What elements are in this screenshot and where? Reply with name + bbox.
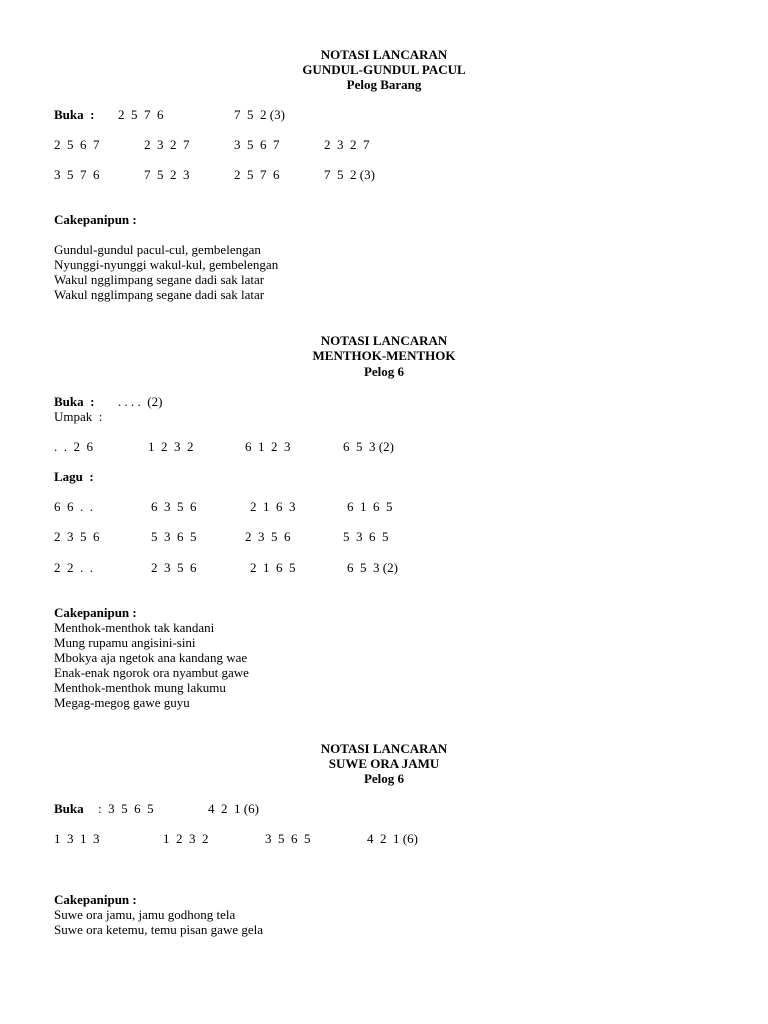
notation-cell: 3 5 6 5 — [265, 831, 311, 846]
notation-cell: 2 1 6 3 — [250, 499, 296, 514]
notation-cell: 5 3 6 5 — [343, 529, 389, 544]
buka-notation: 4 2 1 (6) — [208, 801, 259, 816]
lyric-line: Suwe ora jamu, jamu godhong tela — [54, 907, 236, 922]
buka-notation: 2 5 7 6 — [118, 107, 164, 122]
cakepan-label: Cakepanipun : — [54, 212, 137, 227]
lyric-line: Nyunggi-nyunggi wakul-kul, gembelengan — [54, 257, 279, 272]
notation-cell: 3 5 6 7 — [234, 137, 280, 152]
notation-cell: 2 5 7 6 — [234, 167, 280, 182]
lyric-line: Gundul-gundul pacul-cul, gembelengan — [54, 242, 261, 257]
notation-cell: 2 1 6 5 — [250, 560, 296, 575]
notation-cell: 6 3 5 6 — [151, 499, 197, 514]
lyric-line: Mbokya aja ngetok ana kandang wae — [54, 650, 248, 665]
notation-cell: 6 1 6 5 — [347, 499, 393, 514]
laras-label: Pelog Barang — [346, 77, 422, 92]
buka-label: Buka — [54, 801, 84, 816]
notation-cell: 4 2 1 (6) — [367, 831, 418, 846]
song-title: MENTHOK-MENTHOK — [312, 348, 456, 363]
lyric-line: Suwe ora ketemu, temu pisan gawe gela — [54, 922, 264, 937]
umpak-label: Umpak : — [54, 409, 103, 424]
notation-cell: 2 3 5 6 — [54, 529, 100, 544]
notation-cell: 1 3 1 3 — [54, 831, 100, 846]
notation-cell: 6 5 3 (2) — [347, 560, 398, 575]
song-title: SUWE ORA JAMU — [328, 756, 440, 771]
lyric-line: Menthok-menthok tak kandani — [54, 620, 215, 635]
lyric-line: Megag-megog gawe guyu — [54, 695, 190, 710]
notation-cell: 2 3 2 7 — [144, 137, 190, 152]
lyric-line: Menthok-menthok mung lakumu — [54, 680, 226, 695]
buka-label: Buka : — [54, 394, 95, 409]
lyric-line: Wakul ngglimpang segane dadi sak latar — [54, 272, 265, 287]
cakepan-label: Cakepanipun : — [54, 605, 137, 620]
notation-cell: 2 3 2 7 — [324, 137, 370, 152]
notation-cell: 7 5 2 3 — [144, 167, 190, 182]
laras-label: Pelog 6 — [363, 364, 405, 379]
buka-label: Buka : — [54, 107, 95, 122]
lyric-line: Wakul ngglimpang segane dadi sak latar — [54, 287, 265, 302]
section-title: NOTASI LANCARAN — [320, 333, 448, 348]
laras-label: Pelog 6 — [363, 771, 405, 786]
notation-cell: 2 5 6 7 — [54, 137, 100, 152]
notation-cell: . . 2 6 — [54, 439, 93, 454]
notation-cell: 1 2 3 2 — [163, 831, 209, 846]
notation-cell: 6 5 3 (2) — [343, 439, 394, 454]
lagu-label: Lagu : — [54, 469, 94, 484]
notation-cell: 6 6 . . — [54, 499, 93, 514]
buka-notation: 7 5 2 (3) — [234, 107, 285, 122]
notation-cell: 2 3 5 6 — [151, 560, 197, 575]
buka-notation: : 3 5 6 5 — [98, 801, 154, 816]
notation-cell: 5 3 6 5 — [151, 529, 197, 544]
notation-cell: 6 1 2 3 — [245, 439, 291, 454]
section-title: NOTASI LANCARAN — [320, 47, 448, 62]
notation-cell: 2 2 . . — [54, 560, 93, 575]
notation-cell: 1 2 3 2 — [148, 439, 194, 454]
notation-cell: 7 5 2 (3) — [324, 167, 375, 182]
song-title: GUNDUL-GUNDUL PACUL — [302, 62, 466, 77]
buka-notation: . . . . (2) — [118, 394, 163, 409]
notation-cell: 2 3 5 6 — [245, 529, 291, 544]
lyric-line: Enak-enak ngorok ora nyambut gawe — [54, 665, 249, 680]
section-title: NOTASI LANCARAN — [320, 741, 448, 756]
lyric-line: Mung rupamu angisini-sini — [54, 635, 196, 650]
notation-cell: 3 5 7 6 — [54, 167, 100, 182]
cakepan-label: Cakepanipun : — [54, 892, 137, 907]
